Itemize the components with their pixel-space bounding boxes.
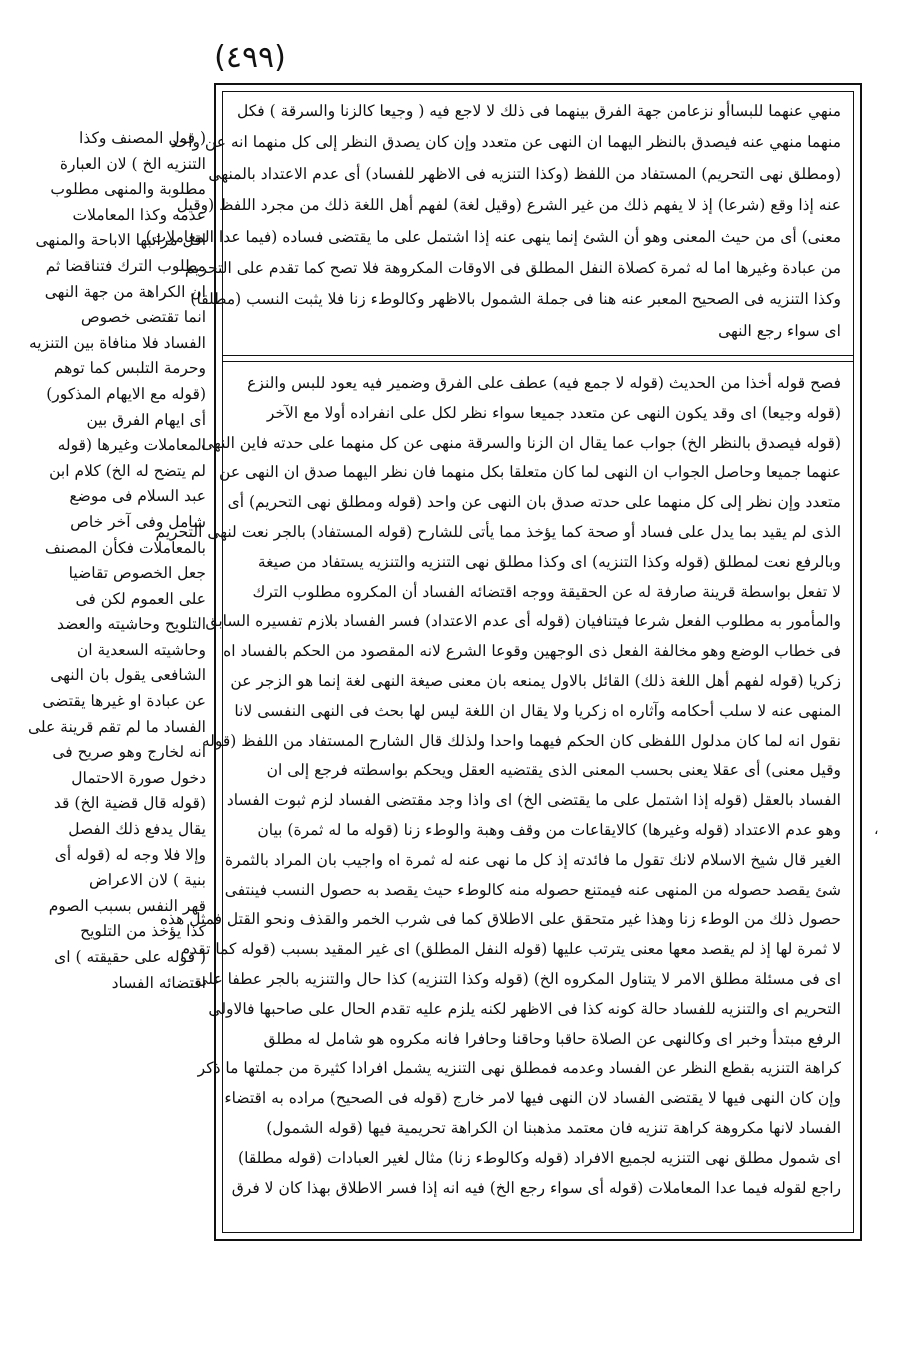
gloss-line: فى خطاب الوضع وهو مخالفة الفعل ذى الوجهين وقوعا الشرع لانه المقصود من الحكم بالفساد اه	[223, 642, 841, 661]
gloss-line: شئ يقصد حصوله من المنهى عنه فيمتنع حصوله منه كالوطء حيث يقصد به حصول النسب فينتفى	[224, 880, 841, 899]
gloss-text	[155, 369, 841, 1203]
main-text-line: (ومطلق نهى التحريم) المستفاد من اللفظ (وكذا التنزيه فى الاظهر للفساد) أى عدم الاعتداد بالمنهى	[208, 164, 841, 183]
margin-note-line: عبد السلام فى موضع	[69, 487, 206, 506]
margin-note-line: كذا يؤخذ من التلويح	[80, 922, 206, 941]
main-text-line: معنى) أى من حيث المعنى وهو أن الشئ إنما ينهى عنه إذا اشتمل على ما يقتضى فساده (فيما عدا المعاملات)	[145, 227, 841, 246]
margin-note-line: جعل الخصوص تقاضيا	[68, 564, 206, 583]
margin-note-line: أى ايهام الفرق بين	[86, 410, 206, 429]
margin-note-line: بنية ) لان الاعراض	[88, 871, 206, 890]
margin-note-line: ( قول المصنف وكذا	[79, 129, 206, 147]
margin-note-line: ان الكراهة من جهة النهى	[44, 282, 206, 301]
main-text-line: اى سواء رجع النهى	[718, 321, 841, 340]
gloss-line: راجع لقوله فيما عدا المعاملات (قوله أى سواء رجع الخ) فيه انه إذا فسر الاطلاق بهذا كان لا فرق	[231, 1178, 841, 1197]
stray-mark: ،	[874, 822, 879, 838]
margin-note-line: انه لخارج وهو صريح فى	[52, 743, 206, 762]
gloss-line: اى شمول مطلق نهى التنزيه لجميع الافراد (قوله وكالوطء زنا) مثال لغير العبادات (قوله مطلقا)	[238, 1148, 841, 1167]
margin-note-line: دخول صورة الاحتمال	[71, 768, 206, 787]
margin-note-line: شامل وفى آخر خاص	[70, 512, 206, 531]
gloss-line: المنهى عنه لا سلب أحكامه وآثاره اه زكريا ولا يقال ان اللغة ليس لها بحث فى النهى النفسى لانا	[234, 701, 841, 720]
gloss-line: فصح قوله أخذا من الحديث (قوله لا جمع فيه) عطف على الفرق وضمير فيه يعود للبس والنزع	[247, 374, 841, 392]
gloss-line: الفساد بالعقل (قوله إذا اشتمل على ما يقتضى الخ) اى واذا وجد مقتضى الفساد لزم ثبوت الفساد	[226, 791, 841, 810]
margin-note-line: وإلا فلا وجه له (قوله أى	[54, 845, 206, 864]
margin-note-line: اقل مراتبها الاباحة والمنهى	[35, 231, 206, 250]
gloss-line: متعدد وإن نظر إلى كل منهما على حدته صدق بان النهى عن واحد (قوله ومطلق نهى التحريم) أى	[227, 493, 841, 512]
gloss-line: كراهة التنزيه بقطع النظر عن الفساد وعدمه فمطلق نهى التنزيه يشمل افرادا كثيرة من جملتها ما ذكر	[197, 1059, 841, 1078]
margin-note-line: ( قوله على حقيقته ) اى	[54, 948, 206, 966]
margin-note-line: مطلوب الترك فتناقضا ثم	[45, 256, 206, 275]
gloss-line: (قوله فيصدق بالنظر الخ) جواب عما يقال ان الزنا والسرقة منهى عن كل منهما على حدته فاين النهى	[201, 433, 841, 452]
margin-note-line: الشافعى يقول بان النهى	[50, 666, 206, 685]
margin-note-line: بالمعاملات فكأن المصنف	[44, 538, 206, 557]
gloss-line: التحريم اى والتنزيه للفساد حالة كونه كذا فى الاظهر لكنه يلزم عليه تقدم الحال على صاحبها فالاولى	[208, 999, 841, 1018]
gloss-line: حصول ذلك من الوطء زنا وهذا غير متحقق على الاطلاق كما فى شرب الخمر والقذف ونحو القتل فمثل هذه	[159, 910, 841, 929]
gloss-line: الغير قال شيخ الاسلام لانك تقول ما فائدته إذ كل ما نهى عنه له ثمرة اه واجيب بان المراد بالثمرة	[224, 850, 841, 869]
gloss-line: الذى لم يقيد بما يدل على فساد أو صحة كما يؤخذ مما يأتى للشارح (قوله المستفاد) بالجر نعت لنهى التحريم	[155, 522, 841, 541]
gloss-line: الرفع مبتدأ وخبر اى وكالنهى عن الصلاة حاقبا وحاقنا وحافرا فانه مكروه هو شامل له مطلق	[263, 1029, 841, 1048]
margin-note-line: وحاشيته السعدية ان	[76, 640, 206, 659]
gloss-line: لا ثمرة لها إذ لم يقصد معها معنى يترتب عليها (قوله النفل المطلق) اى غير المقيد بسبب (قوله كما تقدم	[180, 940, 841, 959]
margin-note-line: لم يتضح له الخ) كلام ابن	[49, 461, 206, 480]
gloss-line: زكريا (قوله لفهم أهل اللغة ذلك) القائل بالاول يمنعه بان معنى صيغة النهى لغة إنما هو الزجر عن	[230, 671, 841, 690]
margin-note-line: التنزيه الخ ) لان العبارة	[59, 154, 206, 173]
gloss-line: (قوله وجيعا) اى وقد يكون النهى عن متعدد جميعا سواء نظر لكل على انفراده أولا مع الآخر	[266, 403, 841, 422]
margin-note-line: التلويح وحاشيته والعضد	[56, 615, 206, 634]
margin-note-line: المعاملات وغيرها (قوله	[57, 436, 206, 455]
margin-note-line: وحرمة التلبس كما توهم	[53, 359, 206, 378]
margin-note-line: الفساد فلا منافاة بين التنزيه	[29, 333, 206, 352]
margin-note-line: الفساد ما لم تقم قرينة على	[27, 717, 206, 736]
gloss-line: اى فى مسئلة مطلق الامر لا يتناول المكروه الخ) (قوله وكذا التنزيه) كذا حال والتنزيه بالجر عطفا على	[195, 969, 841, 988]
gloss-line: وقيل معنى) أى عقلا يعنى بحسب المعنى الذى يقتضيه العقل ويحكم بواسطته فرجع إلى ان	[266, 761, 841, 780]
margin-note-line: اقتضائه الفساد	[111, 973, 206, 992]
main-text-line: وكذا التنزيه فى الصحيح المعبر عنه هنا فى جملة الشمول بالاظهر وكالوطء زنا فلا يثبت النسب (مطلقا)	[190, 290, 841, 309]
main-text-line: عنه إذا وقع (شرعا) إذ لا يفهم ذلك من غير الشرع (وقيل لغة) لفهم أهل اللغة ذلك من مجرد اللفظ (وقيل	[176, 196, 841, 215]
margin-note-line: انما تقتضى خصوص	[80, 308, 206, 327]
gloss-line: نقول انه لما كان مدلول اللفظى كان الحكم فيهما واحدا ولذلك قال الشارح المستفاد من اللفظ (قوله	[201, 731, 841, 750]
main-text-line: منهما منهي عنه فيصدق بالنظر اليهما ان النهى عن متعدد وإن كان يصدق النظر إلى كل منهما انه عن واحد	[170, 133, 841, 152]
gloss-line: عنهما جميعا وحاصل الجواب ان النهى لما كان متعلقا بكل منهما فان نظر اليهما صدق ان النهى عن	[219, 463, 841, 482]
main-text-line: منهي عنهما للبساأو نزعامن جهة الفرق بينهما فى ذلك لا لاجع فيه ( وجيعا كالزنا والسرقة ) فكل	[236, 102, 841, 120]
margin-note-line: قهر النفس بسبب الصوم	[48, 896, 206, 915]
margin-note-line: عن عبادة او غيرها يقتضى	[42, 692, 206, 711]
margin-note-line: عدمه وكذا المعاملات	[72, 205, 206, 224]
section-divider-double	[223, 361, 853, 362]
gloss-line: والمأمور به مطلوب الفعل شرعا فيتنافيان (قوله أى عدم الاعتداد) فسر الفساد بلازم تفسيره السابق	[205, 612, 841, 631]
margin-note-line: (قوله مع الايهام المذكور)	[46, 384, 206, 403]
gloss-line: وبالرفع نعت لمطلق (قوله وكذا التنزيه) اى وكذا مطلق نهى التنزيه والتنزيه يستفاد من صيغة	[257, 552, 841, 571]
margin-note-line: على العموم لكن فى	[75, 589, 206, 608]
gloss-line: وإن كان النهى فيها لا يقتضى الفساد لان النهى فيها لامر خارج (قوله فى الصحيح) مراده به اقتضاء	[224, 1089, 841, 1108]
margin-note-line: يقال يدفع ذلك الفصل	[68, 820, 206, 839]
gloss-line: وهو عدم الاعتداد (قوله وغيرها) كالايقاعات من وقف وهبة والوطء زنا (قوله ما له ثمرة) بيان	[257, 820, 841, 839]
section-divider	[223, 355, 853, 356]
margin-note-line: مطلوبة والمنهى مطلوب	[50, 180, 206, 199]
margin-notes	[26, 126, 206, 996]
margin-note-line: (قوله قال قضية الخ) قد	[53, 794, 206, 813]
gloss-line: الفساد لانها مكروهة كراهة تنزيه فان معتمد مذهبنا ان الكراهة تحريمية فيها (قوله الشمول)	[266, 1118, 841, 1137]
main-commentary-text	[145, 96, 841, 347]
gloss-line: لا تفعل بواسطة قرينة صارفة له عن الحقيقة ووجه اقتضائه الفساد أن المكروه مطلوب الترك	[252, 582, 841, 601]
page-number: (٤٩٩)	[214, 40, 286, 75]
main-text-line: من عبادة وغيرها اما له ثمرة كصلاة النفل المطلق فى الاوقات المكروهة فلا تصح كما تقدم على التحريم	[184, 259, 841, 278]
